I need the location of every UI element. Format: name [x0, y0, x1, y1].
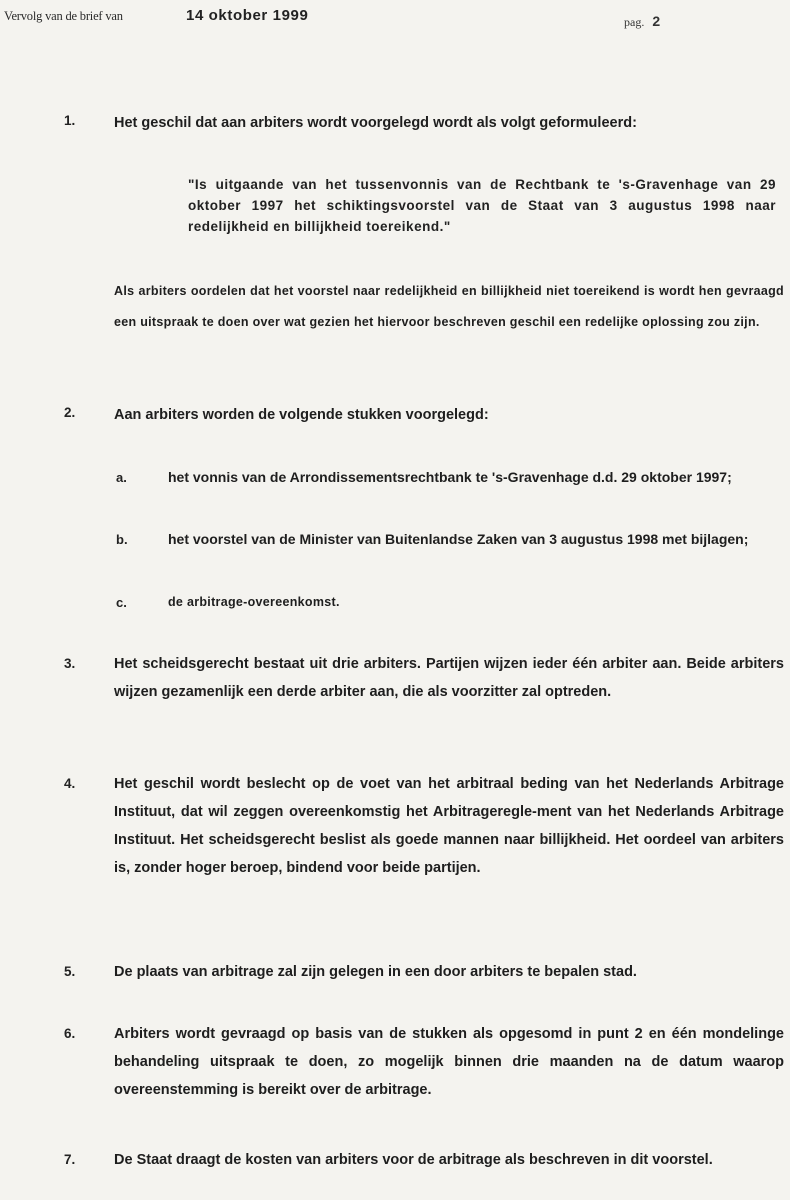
item-number: 7.	[64, 1152, 76, 1167]
subitem-text: de arbitrage-overeenkomst.	[168, 595, 340, 609]
subitem-text: het vonnis van de Arrondissementsrechtbank te 's-Gravenhage d.d. 29 oktober 1997;	[168, 469, 732, 485]
page-number: 2	[652, 13, 661, 29]
item-number: 4.	[64, 776, 76, 791]
header-continuation: Vervolg van de brief van	[4, 9, 123, 23]
page-label: pag.	[624, 15, 645, 29]
item-1-followup: Als arbiters oordelen dat het voorstel naar redelijkheid en billijkheid niet toereikend is wordt hen gevraagd een uitspraak te doen over wat gezien het hiervoor beschreven geschil een redelijke oplossing zou zijn.	[114, 284, 784, 329]
subitem-text: het voorstel van de Minister van Buitenlandse Zaken van 3 augustus 1998 met bijlagen;	[168, 531, 749, 547]
item-5-text: De plaats van arbitrage zal zijn gelegen in een door arbiters te bepalen stad.	[114, 964, 637, 980]
item-number: 3.	[64, 656, 76, 671]
item-1-quote: "Is uitgaande van het tussenvonnis van de Rechtbank te 's-Gravenhage van 29 oktober 1997 het schiktingsvoorstel van de Staat van 3 augustus 1998 naar redelijkheid en billijkheid toereikend."	[188, 177, 776, 234]
item-number: 5.	[64, 964, 76, 979]
item-2-intro: Aan arbiters worden de volgende stukken voorgelegd:	[114, 407, 489, 423]
header-page	[624, 13, 660, 30]
subitem-letter: a.	[116, 470, 127, 485]
item-3-text: Het scheidsgerecht bestaat uit drie arbiters. Partijen wijzen ieder één arbiter aan. Beide arbiters wijzen gezamenlijk een derde arbiter aan, die als voorzitter zal optreden.	[114, 656, 784, 700]
item-6-text: Arbiters wordt gevraagd op basis van de stukken als opgesomd in punt 2 en één mondelinge behandeling uitspraak te doen, zo mogelijk binnen drie maanden na de datum waarop overeenstemming is bereikt over de arbitrage.	[114, 1026, 784, 1098]
item-number: 6.	[64, 1026, 76, 1041]
item-1-intro: Het geschil dat aan arbiters wordt voorgelegd wordt als volgt geformuleerd:	[114, 115, 637, 131]
subitem-letter: c.	[116, 595, 127, 610]
header-date: 14 oktober 1999	[186, 7, 309, 24]
item-number: 1.	[64, 113, 76, 128]
item-number: 2.	[64, 405, 76, 420]
item-7-text: De Staat draagt de kosten van arbiters voor de arbitrage als beschreven in dit voorstel.	[114, 1152, 713, 1168]
item-4-text: Het geschil wordt beslecht op de voet van het arbitraal beding van het Nederlands Arbitrage Instituut, dat wil zeggen overeenkomstig het Arbitrageregle-ment van het Nederlands Arbitrage Instituut. Het scheidsgerecht beslist als goede mannen naar billijkheid. Het oordeel van arbiters is, zonder hoger beroep, bindend voor beide partijen.	[114, 776, 784, 876]
subitem-letter: b.	[116, 532, 128, 547]
